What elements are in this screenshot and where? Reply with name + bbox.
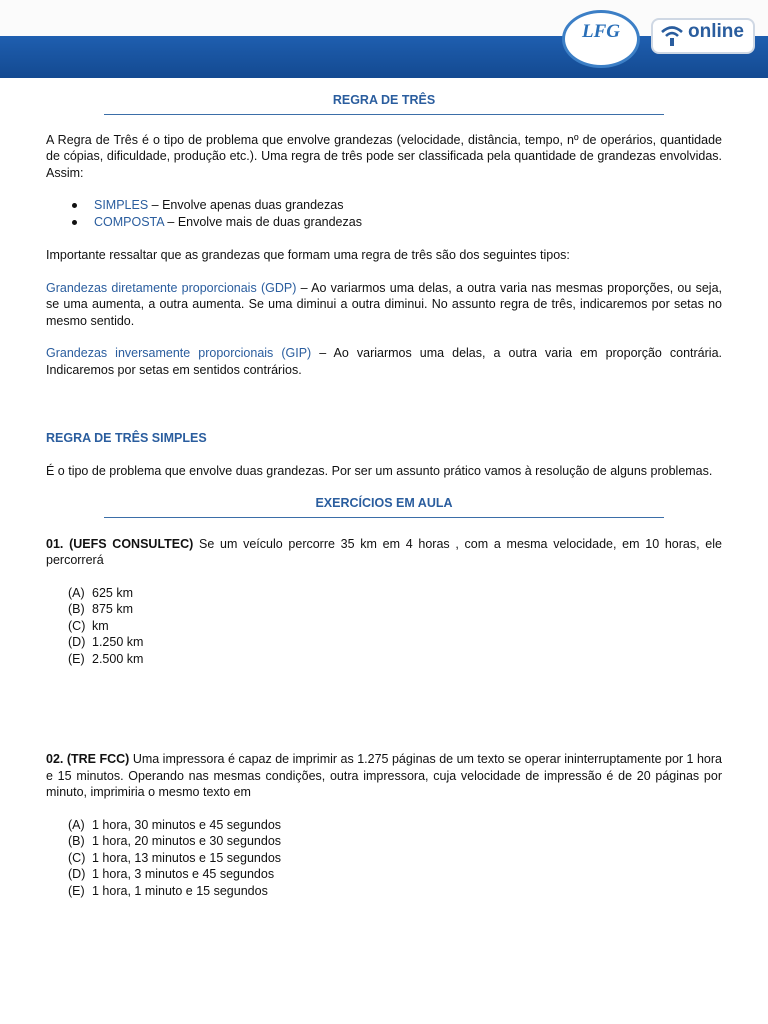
list-item: [72, 214, 722, 231]
term-composta: COMPOSTA: [94, 214, 164, 229]
option-letter: (E): [68, 883, 85, 898]
question-1-text: Se um veículo percorre 35 km em 4 horas , com a mesma velocidade, em 10 horas, ele percorrerá: [46, 536, 722, 567]
question-2-text: Uma impressora é capaz de imprimir as 1.275 páginas de um texto se operar ininterruptamente por 1 hora e 15 minutos. Operando nas mesmas condições, outra impressora, cuja velocidade de impressão é de 20 páginas por minuto, imprimiria o mesmo texto em: [46, 752, 723, 799]
option-text: 875 km: [92, 602, 133, 616]
option-item: [68, 634, 722, 651]
option-text: 1 hora, 30 minutos e 45 segundos: [92, 817, 282, 832]
simple-paragraph: É o tipo de problema que envolve duas grandezas. Por ser um assunto prático vamos à resolução de alguns problemas.: [46, 463, 713, 478]
header-banner: [0, 0, 768, 78]
lfg-logo: LFG: [582, 21, 620, 42]
option-item: [68, 585, 722, 602]
online-label: online: [688, 21, 744, 42]
gip-text: – Ao variarmos uma delas, a outra varia em proporção contrária. Indicaremos por setas em sentidos contrários.: [46, 346, 722, 377]
option-text: 1 hora, 20 minutos e 30 segundos: [92, 834, 282, 848]
gip-term: Grandezas inversamente proporcionais (GIP): [46, 346, 312, 360]
question-2-options: [68, 817, 722, 900]
option-letter: (A): [68, 817, 85, 832]
exercises-divider: [104, 517, 664, 518]
option-item: [68, 883, 722, 900]
list-item: [72, 197, 722, 214]
option-item: [68, 866, 722, 883]
option-letter: (D): [68, 635, 86, 649]
option-text: 1 hora, 1 minuto e 15 segundos: [92, 883, 268, 898]
important-paragraph: Importante ressaltar que as grandezas que formam uma regra de três são dos seguintes tipos:: [46, 248, 570, 262]
question-2: [46, 751, 722, 801]
option-item: [68, 850, 722, 867]
option-letter: (B): [68, 834, 85, 848]
gdp-term: Grandezas diretamente proporcionais (GDP): [46, 280, 297, 295]
classification-list: [72, 197, 722, 230]
question-1: [46, 536, 722, 569]
exercises-title: EXERCÍCIOS EM AULA: [315, 496, 453, 510]
section-title-simple: REGRA DE TRÊS SIMPLES: [46, 431, 207, 445]
option-letter: (A): [68, 585, 85, 600]
gdp-paragraph: [46, 280, 722, 330]
question-2-label: 02. (TRE FCC): [46, 752, 130, 766]
term-simples-desc: – Envolve apenas duas grandezas: [148, 198, 344, 212]
option-text: 1 hora, 13 minutos e 15 segundos: [92, 850, 282, 865]
gip-paragraph: [46, 345, 722, 378]
intro-paragraph: A Regra de Três é o tipo de problema que envolve grandezas (velocidade, distância, tempo, nº de operários, quantidade de cópias, dificuldade, produção etc.). Uma regra de três pode ser classificada pela quantidade de grandezas envolvidas. Assim:: [46, 132, 722, 180]
option-item: [68, 817, 722, 834]
term-simples: SIMPLES: [94, 198, 149, 212]
term-composta-desc: – Envolve mais de duas grandezas: [163, 214, 362, 229]
option-text: 2.500 km: [92, 651, 144, 666]
page-title: REGRA DE TRÊS: [332, 93, 436, 107]
option-item: [68, 618, 722, 635]
option-letter: (C): [68, 850, 86, 865]
wifi-icon: [658, 22, 686, 48]
title-divider: [104, 114, 664, 115]
question-1-label: 01. (UEFS CONSULTEC): [46, 536, 194, 551]
option-text: 1.250 km: [92, 635, 144, 649]
option-letter: (E): [68, 651, 85, 666]
option-text: 625 km: [92, 585, 133, 600]
option-item: [68, 601, 722, 618]
option-letter: (D): [68, 867, 86, 881]
question-1-options: [68, 585, 722, 668]
option-item: [68, 651, 722, 668]
option-letter: (B): [68, 602, 85, 616]
gdp-text: – Ao variarmos uma delas, a outra varia nas mesmas proporções, ou seja, se uma aumenta, a outra aumenta. Se uma diminui a outra diminui. No assunto regra de três, indicaremos por setas no mesmo sentido.: [46, 280, 722, 328]
document-body: [46, 92, 722, 899]
option-text: 1 hora, 3 minutos e 45 segundos: [92, 867, 275, 881]
option-item: [68, 833, 722, 850]
option-text: km: [92, 618, 109, 633]
option-letter: (C): [68, 618, 86, 633]
